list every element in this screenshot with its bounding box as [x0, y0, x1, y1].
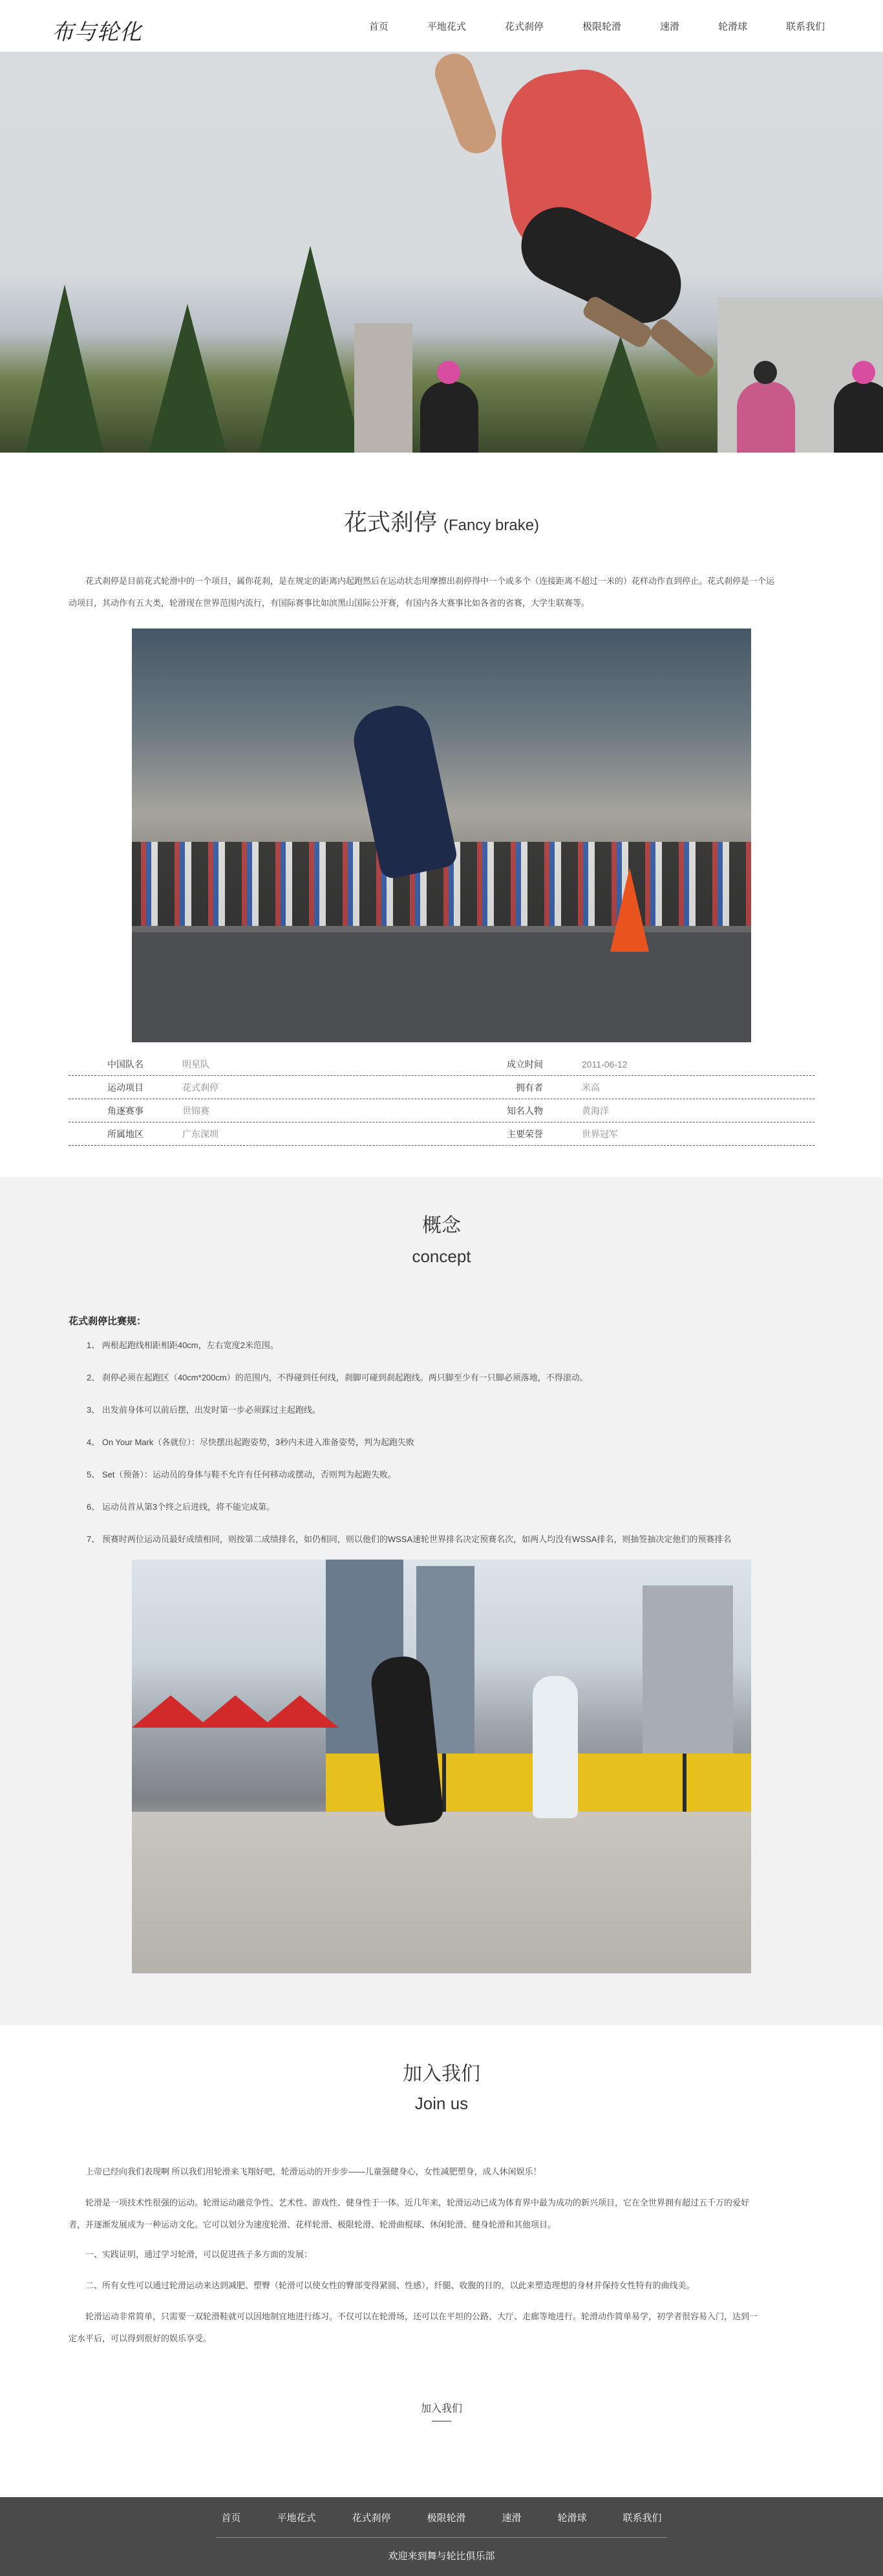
info-key: 知名人物: [507, 1105, 543, 1116]
info-value: 广东深圳: [182, 1128, 218, 1139]
join-paragraph: 上帝已经向我们表现啊 所以我们用轮滑来飞翔好吧，轮滑运动的开步步——儿童强健身心，女性减肥塑身，成人休闲娱乐！: [85, 2167, 542, 2176]
logo[interactable]: [52, 9, 142, 45]
footer: [0, 2497, 883, 2576]
header: [0, 0, 883, 52]
photo-ground: [132, 932, 751, 1042]
info-value: 明星队: [182, 1058, 209, 1069]
rule-item: 6、 运动员首从第3个终之后进线，将不能完成第。: [87, 1502, 275, 1512]
concept-title-cn: 概念: [422, 1214, 461, 1237]
intro-paragraph: 花式刹停是目前花式轮滑中的一个项目，属你花刹，是在规定的距离内起跑然后在运动状态用摩擦出刹停得中一个或多个（连接距离不超过一米的）花样动作直到停止。花式刹停是一个运: [85, 576, 775, 586]
hero-tree: [149, 304, 226, 453]
intro-paragraph: 动项目，其动作有五大类，轮滑现在世界范围内流行，有国际赛事比如滨黑山国际公开赛，有国内各大赛事比如各省的省赛，大学生联赛等。: [69, 598, 590, 608]
team-info-table: [69, 1053, 814, 1146]
nav-extreme[interactable]: 极限轮滑: [582, 21, 621, 32]
photo-tent: [261, 1695, 339, 1728]
photo-building: [643, 1585, 733, 1766]
hero-bystander: [737, 381, 795, 453]
rule-item: 5、 Set（预备）：运动员的身体与鞋不允许有任何移动或摆动，否则判为起跑失败。: [87, 1470, 396, 1479]
info-key: 中国队名: [107, 1058, 144, 1069]
join-us-link[interactable]: 加入我们: [420, 2403, 462, 2414]
info-key: 所属地区: [107, 1128, 144, 1139]
info-value: 米高: [582, 1082, 600, 1093]
concept-title-en: concept: [412, 1247, 471, 1266]
join-paragraph: 轮滑是一项技术性很强的运动。轮滑运动融竞争性、艺术性、游戏性、健身性于一体。近几年来，轮滑运动已成为体育界中最为成功的新兴项目，它在全世界拥有超过五千万的爱好: [85, 2198, 750, 2207]
hero-banner: [0, 52, 883, 453]
footer-nav-extreme[interactable]: 极限轮滑: [427, 2512, 466, 2524]
nav-flat-fancy[interactable]: 平地花式: [427, 21, 466, 32]
nav-hockey[interactable]: 轮滑球: [718, 21, 747, 32]
nav-contact[interactable]: 联系我们: [785, 21, 825, 32]
nav-speed[interactable]: 速滑: [659, 21, 679, 32]
rule-item: 2、 刹停必须在起跑区（40cm*200cm）的范围内，不得碰到任何线，刹脚可碰到刹起跑线。两只脚至少有一只脚必须落地，不得滚动。: [87, 1373, 588, 1382]
concept-section: [0, 1177, 883, 2025]
hero-building: [354, 323, 412, 453]
footer-nav-hockey[interactable]: 轮滑球: [557, 2512, 587, 2524]
concept-photo: [132, 1560, 751, 1973]
join-paragraph: 者，并逐渐发展成为一种运动文化。它可以划分为速度轮滑、花样轮滑、极限轮滑、轮滑曲棍球、休闲轮滑、健身轮滑和其他项目。: [69, 2220, 557, 2229]
main-nav: [330, 0, 825, 52]
join-paragraph: 二、所有女性可以通过轮滑运动来达到减肥、塑臀（轮滑可以使女性的臀部变得紧圆、性感），纤腿、收腹的目的，以此来塑造理想的身材并保持女性特有的曲线美。: [85, 2281, 695, 2290]
hero-bystander-helmet: [754, 361, 777, 384]
info-value: 花式刹停: [182, 1082, 218, 1093]
join-paragraph: 定水平后，可以得到很好的娱乐享受。: [69, 2334, 212, 2343]
footer-nav-speed[interactable]: 速滑: [502, 2512, 522, 2524]
hero-skater-arm: [429, 52, 501, 158]
hero-bystander: [420, 381, 478, 453]
info-value: 黄海洋: [582, 1105, 609, 1116]
rules-title: 花式刹停比赛规：: [69, 1316, 147, 1327]
hero-tree: [582, 336, 659, 453]
photo-referee: [533, 1676, 578, 1818]
rule-item: 4、 On Your Mark（各就位）：尽快摆出起跑姿势，3秒内未进入准备姿势，判为起跑失败: [87, 1437, 415, 1447]
info-key: 角逐赛事: [107, 1105, 144, 1116]
info-row: [69, 1099, 814, 1122]
info-key: 运动项目: [107, 1082, 144, 1093]
join-section: [0, 2025, 883, 2497]
section-title-en: (Fancy brake): [443, 517, 540, 534]
fancy-brake-section: [0, 453, 883, 1177]
nav-fancy-brake[interactable]: 花式刹停: [504, 21, 544, 32]
info-key: 成立时间: [507, 1058, 543, 1069]
info-row: [69, 1076, 814, 1099]
section-title-cn: 花式刹停: [343, 510, 437, 536]
join-paragraph: 轮滑运动非常简单，只需要一双轮滑鞋就可以因地制宜地进行练习。不仅可以在轮滑场，还可以在平坦的公路、大厅、走廊等地进行。轮滑动作简单易学，初学者很容易入门，达到一: [85, 2312, 758, 2321]
hero-bystander-helmet: [852, 361, 875, 384]
footer-nav-home[interactable]: 首页: [221, 2512, 241, 2524]
info-value: 2011-06-12: [582, 1058, 628, 1069]
footer-welcome: 欢迎来到舞与轮比俱乐部: [388, 2551, 495, 2562]
footer-nav: [0, 2497, 883, 2537]
photo-cone: [610, 868, 649, 952]
nav-home[interactable]: 首页: [368, 21, 388, 32]
fancy-brake-photo: [132, 628, 751, 1042]
info-value: 世锦赛: [182, 1105, 209, 1116]
rule-item: 3、 出发前身体可以前后摆，出发时第一步必须踩过主起跑线。: [87, 1405, 321, 1415]
footer-divider: [216, 2537, 667, 2538]
join-title-en: Join us: [414, 2094, 469, 2113]
info-key: 主要荣誉: [507, 1128, 543, 1139]
hero-bystander: [834, 381, 883, 453]
rule-item: 7、 预赛时两位运动员最好成绩相同，则按第二成绩排名，如仍相同，则以他们的WSSA速轮世界排名决定预赛名次，如两人均没有WSSA排名，则抽签抽决定他们的预赛排名: [87, 1534, 732, 1544]
info-row: [69, 1122, 814, 1146]
join-paragraph: 一、实践证明，通过学习轮滑，可以促进孩子多方面的发展：: [85, 2249, 313, 2259]
footer-nav-flat-fancy[interactable]: 平地花式: [277, 2512, 316, 2524]
join-title-cn: 加入我们: [403, 2063, 480, 2085]
logo-text: 布与轮化: [52, 19, 142, 45]
rule-item: 1、 两根起跑线相距相距40cm，左右宽度2米范围。: [87, 1340, 279, 1350]
hero-tree: [259, 246, 362, 453]
info-key: 拥有者: [516, 1082, 543, 1093]
footer-nav-contact[interactable]: 联系我们: [622, 2512, 662, 2524]
info-row: [69, 1053, 814, 1076]
info-value: 世界冠军: [582, 1128, 618, 1139]
section-title: [0, 504, 883, 537]
footer-nav-fancy-brake[interactable]: 花式刹停: [352, 2512, 391, 2524]
hero-bystander-helmet: [437, 361, 460, 384]
photo-floor: [132, 1812, 751, 1973]
hero-tree: [26, 284, 103, 453]
